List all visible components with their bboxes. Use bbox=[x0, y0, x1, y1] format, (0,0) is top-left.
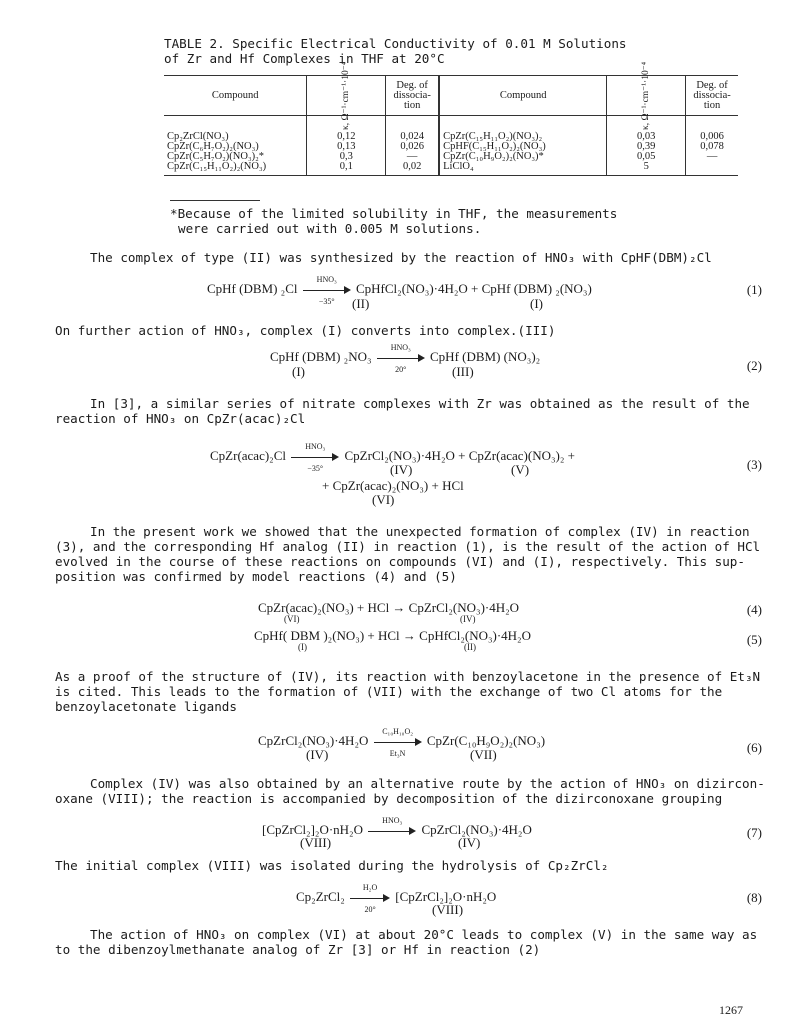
paragraph-1: The complex of type (II) was synthesized by the reaction of HNO₃ with CpHF(DBM)₂Cl bbox=[90, 250, 712, 265]
label-I: (I) bbox=[530, 296, 543, 311]
table-row: CpZr(C₆H₇O₂)₂(NO₃) 0,13 0,026 CpHF(C₁₅H₁₁O₂)₂(NO₃) 0,39 0,078 bbox=[164, 142, 738, 152]
equation-5: CpHf( DBM )₂(NO₃) + HCl → CpHfCl₂(NO₃)·4H₂O bbox=[254, 628, 531, 643]
label-VI: (VI) bbox=[284, 614, 300, 624]
label-VII: (VII) bbox=[470, 747, 497, 762]
conductivity-table bbox=[164, 61, 738, 176]
paragraph-7: The initial complex (VIII) was isolated during the hydrolysis of Cp₂ZrCl₂ bbox=[55, 858, 609, 873]
label-IV: (IV) bbox=[306, 747, 329, 762]
paragraph-5-line3: benzoylacetonate ligands bbox=[55, 699, 237, 714]
table-caption-line1: TABLE 2. Specific Electrical Conductivity of 0.01 M Solutions bbox=[164, 36, 627, 51]
header-kappa-left: κ, Ω⁻¹·cm⁻¹·10⁻⁴ bbox=[307, 76, 386, 116]
table-caption-line2: of Zr and Hf Complexes in THF at 20°C bbox=[164, 51, 445, 66]
paragraph-6-line1: Complex (IV) was also obtained by an alternative route by the action of HNO₃ on dizircon- bbox=[90, 776, 765, 791]
table-row: CpZr(C₅H₇O₂)(NO₃)₂* 0,3 — CpZr(C₁₀H₉O₂)₂(NO₃)* 0,05 — bbox=[164, 152, 738, 162]
equation-3-line2: + CpZr(acac)₂(NO₃) + HCl bbox=[322, 478, 464, 493]
equation-number-7: (7) bbox=[746, 825, 762, 840]
equation-8: Cp₂ZrCl₂ H₂O 20° [CpZrCl₂]₂O·nH₂O bbox=[296, 883, 497, 915]
label-IV: (IV) bbox=[458, 835, 481, 850]
paragraph-4-line1: In the present work we showed that the unexpected formation of complex (IV) in reaction bbox=[90, 524, 750, 539]
paragraph-8-line1: The action of HNO₃ on complex (VI) at about 20°C leads to complex (V) in the same way as bbox=[90, 927, 758, 942]
paragraph-4-line3: evolved in the course of these reactions on compounds (VI) and (I), respectively. This sup- bbox=[55, 554, 745, 569]
header-kappa-right: κ, Ω⁻¹·cm⁻¹·10⁻⁴ bbox=[607, 76, 686, 116]
label-I: (I) bbox=[292, 364, 305, 379]
paragraph-4-line4: position was confirmed by model reactions (4) and (5) bbox=[55, 569, 457, 584]
label-III: (III) bbox=[452, 364, 474, 379]
equation-6: CpZrCl₂(NO₃)·4H₂O C₁₀H₁₀O₂ Et₃N CpZr(C₁₀H₉O₂)₂(NO₃) bbox=[258, 727, 546, 759]
table-row: Cp₂ZrCl(NO₃) 0,12 0,024 CpZr(C₁₅H₁₁O₂)(NO₃)₂ 0,03 0,006 bbox=[164, 116, 738, 143]
equation-number-1: (1) bbox=[746, 282, 762, 297]
label-V: (V) bbox=[511, 462, 530, 477]
paragraph-3-line1: In [3], a similar series of nitrate complexes with Zr was obtained as the result of the bbox=[90, 396, 750, 411]
equation-3: CpZr(acac)₂Cl HNO₃ −35° CpZrCl₂(NO₃)·4H₂O + CpZr(acac)(NO₃)₂ + bbox=[210, 442, 575, 474]
paragraph-6-line2: oxane (VIII); the reaction is accompanied by decomposition of the dizirconoxane grouping bbox=[55, 791, 723, 806]
reaction-arrow: HNO₃ −35° bbox=[291, 452, 339, 462]
reaction-arrow: HNO₃ −35° bbox=[303, 285, 351, 295]
equation-4: CpZr(acac)₂(NO₃) + HCl → CpZrCl₂(NO₃)·4H₂O bbox=[258, 600, 520, 615]
paragraph-3-line2: reaction of HNO₃ on CpZr(acac)₂Cl bbox=[55, 411, 306, 426]
label-II: (II) bbox=[464, 642, 476, 652]
label-VIII: (VIII) bbox=[432, 902, 464, 917]
paragraph-2: On further action of HNO₃, complex (I) converts into complex.(III) bbox=[55, 323, 556, 338]
reaction-arrow: H₂O 20° bbox=[350, 893, 390, 903]
label-VIII: (VIII) bbox=[300, 835, 332, 850]
label-I: (I) bbox=[298, 642, 307, 652]
paragraph-8-line2: to the dibenzoylmethanate analog of Zr [3] or Hf in reaction (2) bbox=[55, 942, 541, 957]
header-deg-right: Deg. of dissocia- tion bbox=[686, 76, 738, 116]
paragraph-5-line1: As a proof of the structure of (IV), its reaction with benzoylacetone in the presence of Et₃N bbox=[55, 669, 761, 684]
equation-number-6: (6) bbox=[746, 740, 762, 755]
equation-number-4: (4) bbox=[746, 602, 762, 617]
equation-number-5: (5) bbox=[746, 632, 762, 647]
header-compound-right: Compound bbox=[439, 76, 607, 116]
footnote-line2: were carried out with 0.005 M solutions. bbox=[178, 221, 482, 236]
header-compound-left: Compound bbox=[164, 76, 307, 116]
label-IV: (IV) bbox=[460, 614, 476, 624]
label-II: (II) bbox=[352, 296, 370, 311]
paragraph-4-line2: (3), and the corresponding Hf analog (II) in reaction (1), is the result of the action of HCl bbox=[55, 539, 761, 554]
equation-number-3: (3) bbox=[746, 457, 762, 472]
equation-number-8: (8) bbox=[746, 890, 762, 905]
footnote-line1: *Because of the limited solubility in THF, the measurements bbox=[170, 206, 618, 221]
label-IV: (IV) bbox=[390, 462, 413, 477]
page-number: 1267 bbox=[719, 1003, 743, 1017]
header-deg-left: Deg. of dissocia- tion bbox=[386, 76, 439, 116]
reaction-arrow: HNO₃ bbox=[368, 826, 416, 836]
equation-2: CpHf (DBM) ₂NO₃ HNO₃ 20° CpHf (DBM) (NO₃)₂ bbox=[270, 343, 541, 375]
equation-7: [CpZrCl₂]₂O·nH₂O HNO₃ CpZrCl₂(NO₃)·4H₂O bbox=[262, 816, 532, 837]
paragraph-5-line2: is cited. This leads to the formation of (VII) with the exchange of two Cl atoms for the bbox=[55, 684, 723, 699]
reaction-arrow: HNO₃ 20° bbox=[377, 353, 425, 363]
reaction-arrow: C₁₀H₁₀O₂ Et₃N bbox=[374, 737, 422, 747]
label-VI: (VI) bbox=[372, 492, 395, 507]
footnote-rule bbox=[170, 200, 260, 201]
table-row: CpZr(C₁₅H₁₁O₂)₂(NO₃) 0,1 0,02 LiClO₄ 5 bbox=[164, 162, 738, 176]
equation-number-2: (2) bbox=[746, 358, 762, 373]
equation-1: CpHf (DBM) ₂Cl HNO₃ −35° CpHfCl₂(NO₃)·4H₂O + CpHf (DBM) ₂(NO₃) bbox=[207, 275, 592, 307]
